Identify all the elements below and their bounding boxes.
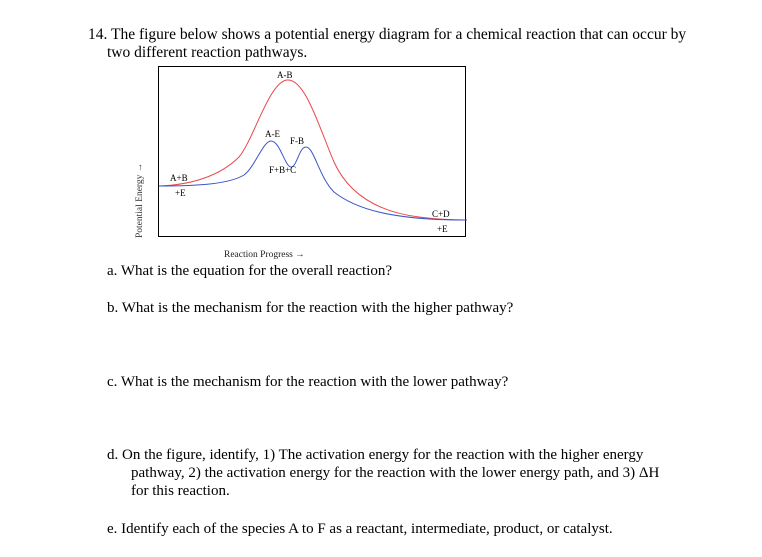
potential-energy-diagram[interactable] bbox=[158, 66, 466, 237]
part-d bbox=[107, 446, 659, 500]
y-axis-label: Potential Energy → bbox=[135, 162, 145, 238]
part-d-line-1: d. On the figure, identify, 1) The activation energy for the reaction with the higher energy bbox=[107, 447, 644, 463]
question-line-2: two different reaction pathways. bbox=[107, 44, 308, 61]
label-high-ts: A-B bbox=[277, 70, 293, 80]
part-e: e. Identify each of the species A to F as a reactant, intermediate, product, or catalyst. bbox=[107, 521, 613, 537]
lower-pathway-curve bbox=[159, 141, 467, 220]
label-intermediate: F+B+C bbox=[269, 165, 297, 175]
label-reactants-e: +E bbox=[175, 188, 186, 198]
x-axis-label: Reaction Progress → bbox=[224, 250, 305, 260]
label-reactants: A+B bbox=[170, 173, 188, 183]
diagram-svg bbox=[159, 67, 467, 238]
higher-pathway-curve bbox=[159, 80, 467, 220]
question-line-1: 14. The figure below shows a potential energy diagram for a chemical reaction that can occur by bbox=[88, 26, 687, 43]
part-d-line-2: pathway, 2) the activation energy for the reaction with the lower energy path, and 3) ΔH bbox=[131, 465, 660, 481]
part-b: b. What is the mechanism for the reaction with the higher pathway? bbox=[107, 300, 514, 316]
part-c: c. What is the mechanism for the reaction with the lower pathway? bbox=[107, 374, 509, 390]
label-products: C+D bbox=[432, 209, 450, 219]
label-low-ts1: A-E bbox=[265, 129, 280, 139]
label-low-ts2: F-B bbox=[290, 136, 305, 146]
part-d-line-3: for this reaction. bbox=[131, 483, 230, 499]
label-products-e: +E bbox=[437, 224, 448, 234]
part-a: a. What is the equation for the overall reaction? bbox=[107, 263, 393, 279]
